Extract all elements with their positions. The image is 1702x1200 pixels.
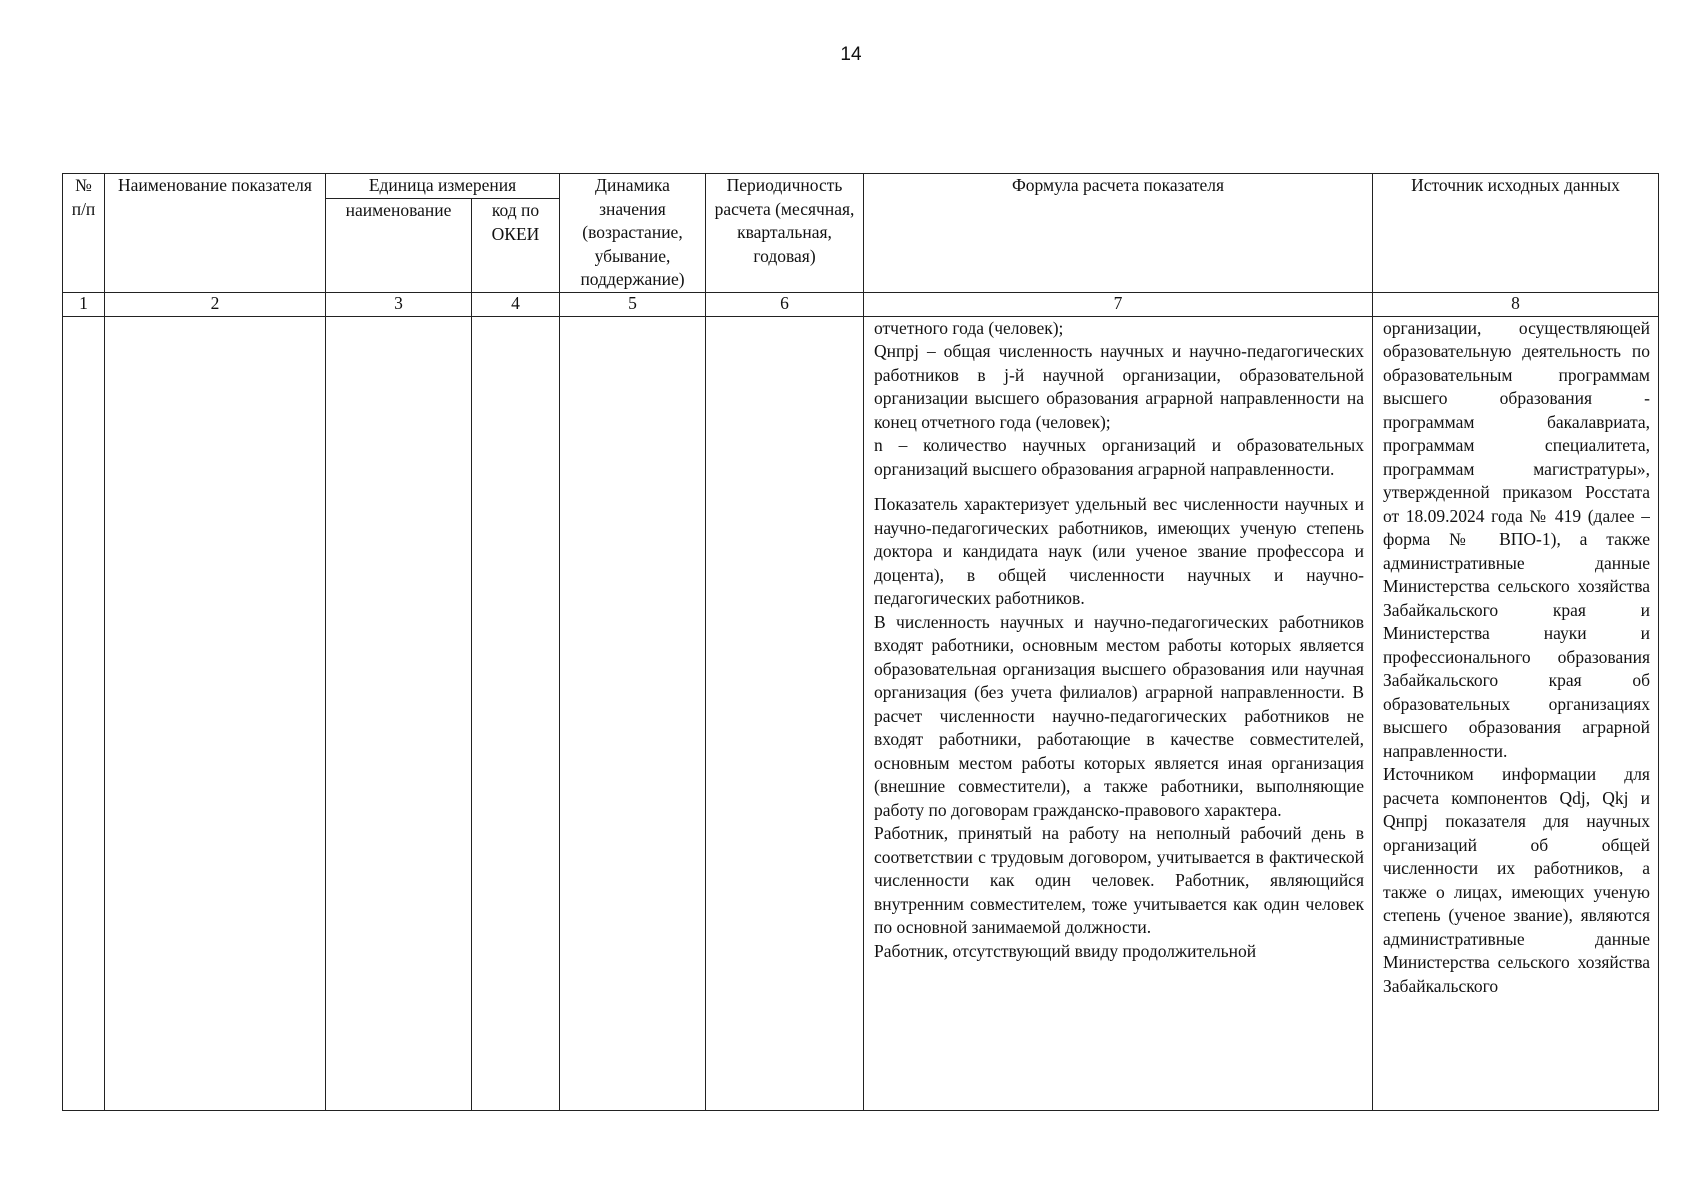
formula-paragraph: В численность научных и научно-педагогических работников входят работники, основным местом работы которых является образовательная организация высшего образования или научная организация (без учета филиалов) аграрной направленности. В расчет численности научно-педагогических работников не входят работники, работающие в качестве совместителей, основным местом работы которых является иная организация (внешние совместители), а также работники, выполняющие работу по договорам гражданско-правового характера. [874,611,1364,820]
formula-paragraph: Показатель характеризует удельный вес численности научных и научно-педагогических работников, имеющих ученую степень доктора и кандидата наук (или ученое звание профессора и доцента), в общей численности научных и научно-педагогических работников. [874,494,1364,608]
column-number-6: 6 [706,292,864,316]
cell-unit-name [326,316,472,1110]
column-number-2: 2 [105,292,326,316]
cell-dynamics [560,316,706,1110]
formula-paragraph: Работник, принятый на работу на неполный рабочий день в соответствии с трудовым договором, учитывается в фактической численности как один человек. Работник, являющийся внутренним совместителем, тоже учитывается как один человек по основной занимаемой должности. [874,823,1364,937]
column-number-3: 3 [326,292,472,316]
column-number-5: 5 [560,292,706,316]
header-unit-code: код по ОКЕИ [472,199,560,292]
cell-periodicity [706,316,864,1110]
header-periodicity: Периодичность расчета (месячная, квартальная, годовая) [706,174,864,293]
column-number-4: 4 [472,292,560,316]
formula-paragraph: отчетного года (человек); [874,317,1064,338]
cell-indicator-name [105,316,326,1110]
column-number-1: 1 [63,292,105,316]
cell-unit-code [472,316,560,1110]
header-unit-name: наименование [326,199,472,292]
cell-formula [864,316,1373,1110]
formula-paragraph: Работник, отсутствующий ввиду продолжительной [874,940,1257,961]
header-source: Источник исходных данных [1373,174,1659,293]
cell-source [1373,316,1659,1110]
header-indicator-name: Наименование показателя [105,174,326,293]
header-formula: Формула расчета показателя [864,174,1373,293]
header-number: № п/п [63,174,105,293]
page-number: 14 [840,44,862,65]
header-dynamics: Динамика значения (возрастание, убывание, поддержание) [560,174,706,293]
source-paragraph: организации, осуществляющей образовательную деятельность по образовательным программам высшего образования - программам бакалавриата, программам специалитета, программам магистратуры», утвержденной приказом Росстата от 18.09.2024 года № 419 (далее – форма № ВПО-1), а также административные данные Министерства сельского хозяйства Забайкальского края и Министерства науки и профессионального образования Забайкальского края об образовательных организациях высшего образования аграрной направленности. [1383,317,1650,761]
indicator-table [62,173,1659,1111]
cell-number [63,316,105,1110]
header-unit-group: Единица измерения [326,174,560,199]
column-number-8: 8 [1373,292,1659,316]
formula-paragraph: n – количество научных организаций и образовательных организаций высшего образования аграрной направленности. [874,435,1364,479]
column-number-7: 7 [864,292,1373,316]
source-paragraph: Источником информации для расчета компонентов Qdj, Qkj и Qнпрj показателя для научных организаций об общей численности их работников, а также о лицах, имеющих ученую степень (ученое звание), являются административные данные Министерства сельского хозяйства Забайкальского [1383,764,1650,996]
formula-paragraph: Qнпрj – общая численность научных и научно-педагогических работников в j-й научной организации, образовательной организации высшего образования аграрной направленности на конец отчетного года (человек); [874,341,1364,432]
